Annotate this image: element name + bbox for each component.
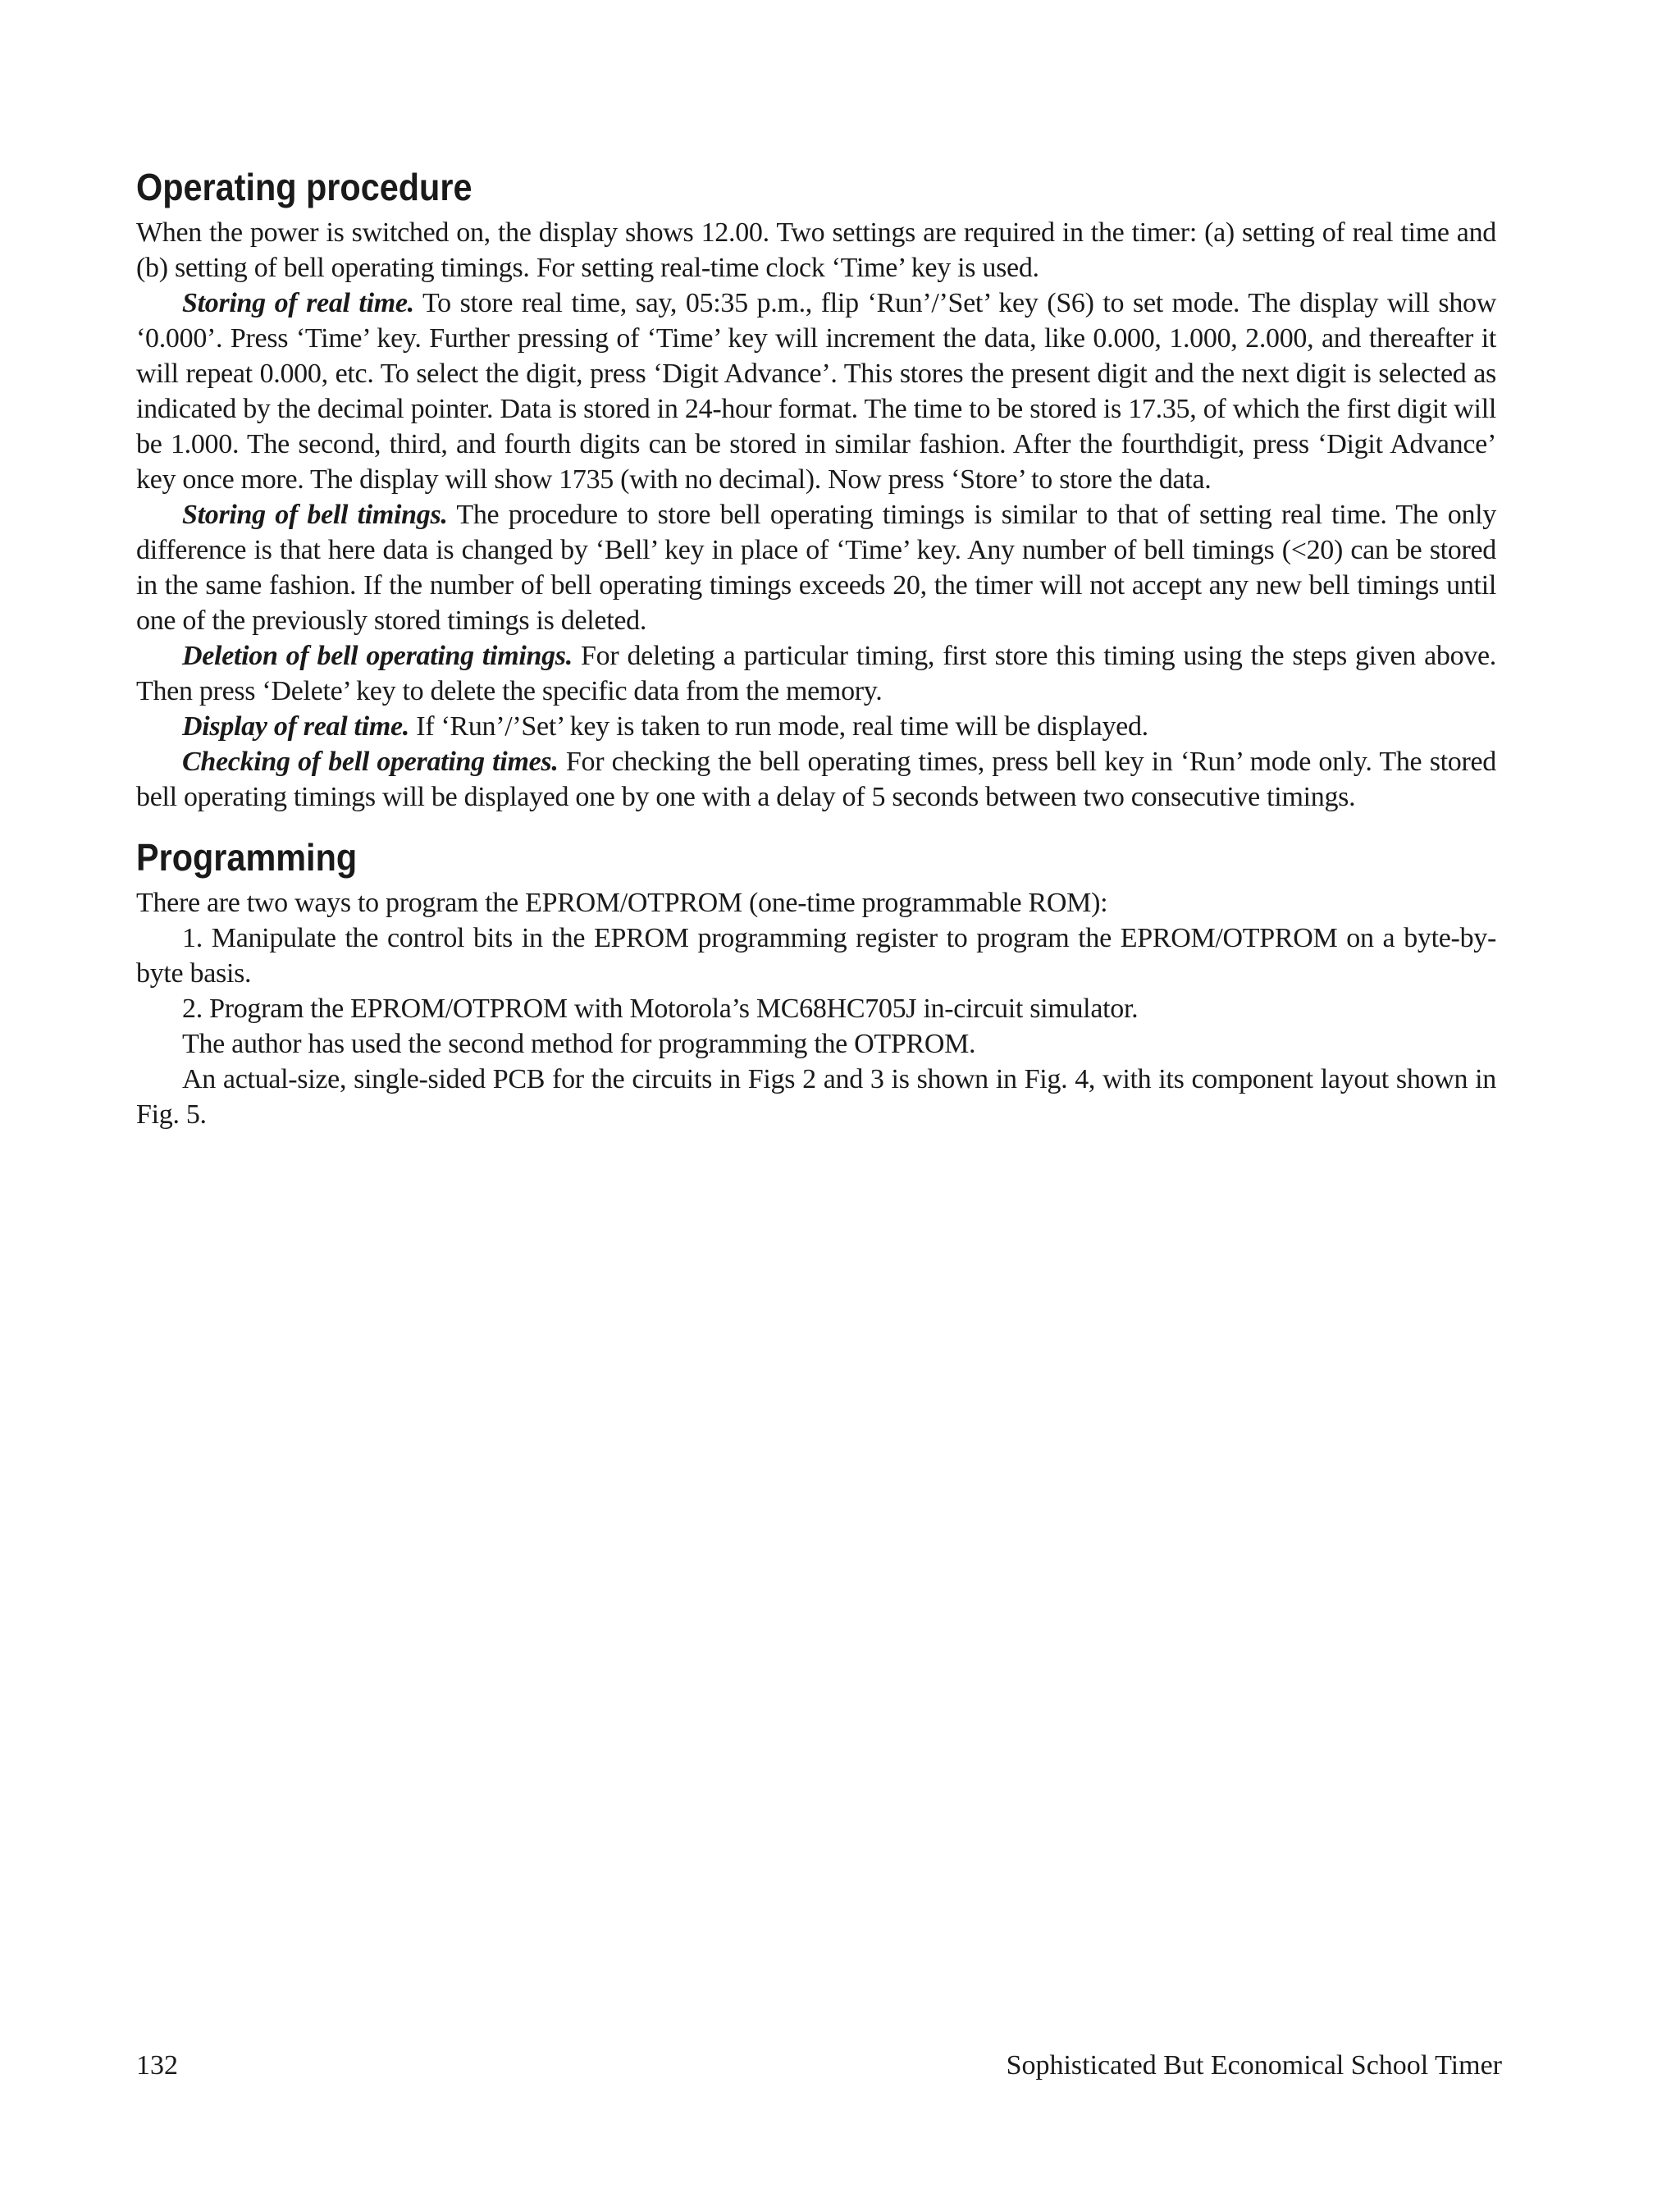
storing-bell-timings-text: The procedure to store bell operating timings is similar to that of setting real time. The only difference is that here data is changed by ‘Bell’ key in place of ‘Time’ key. Any number of bell timings (<20) can be stored in the same fashion. If the number of bell operating timings exceeds 20, the timer will not accept any new bell timings until one of the previously stored timings is deleted. <box>136 500 1496 636</box>
deletion-bell-timings-title: Deletion of bell operating timings. <box>182 641 573 671</box>
deletion-bell-timings-paragraph <box>136 638 1496 709</box>
operating-procedure-heading: Operating procedure <box>136 166 472 208</box>
storing-real-time-title: Storing of real time. <box>182 288 414 318</box>
programming-section <box>136 834 1496 1132</box>
display-real-time-paragraph <box>136 709 1496 744</box>
running-title: Sophisticated But Economical School Timer <box>1006 2050 1502 2081</box>
display-real-time-title: Display of real time. <box>182 711 409 742</box>
programming-heading: Programming <box>136 836 358 879</box>
checking-bell-times-paragraph <box>136 744 1496 815</box>
checking-bell-times-title: Checking of bell operating times. <box>182 747 559 777</box>
programming-note-paragraph: The author has used the second method for programming the OTPROM. <box>182 1029 976 1059</box>
storing-real-time-text: To store real time, say, 05:35 p.m., flip ‘Run’/’Set’ key (S6) to set mode. The display will show ‘0.000’. Press ‘Time’ key. Further pressing of ‘Time’ key will increment the data, like 0.000, 1.000, 2.000, and thereafter it will repeat 0.000, etc. To select the digit, press ‘Digit Advance’. This stores the present digit and the next digit is selected as indicated by the decimal pointer. Data is stored in 24-hour format. The time to be stored is 17.35, of which the first digit will be 1.000. The second, third, and fourth digits can be stored in similar fashion. After the fourthdigit, press ‘Digit Advance’ key once more. The display will show 1735 (with no decimal). Now press ‘Store’ to store the data. <box>136 288 1496 495</box>
storing-real-time-paragraph <box>136 286 1496 497</box>
pcb-paragraph: An actual-size, single-sided PCB for the circuits in Figs 2 and 3 is shown in Fig. 4, with its component layout shown in Fig. 5. <box>136 1064 1496 1130</box>
programming-intro-paragraph: There are two ways to program the EPROM/OTPROM (one-time programmable ROM): <box>136 888 1108 918</box>
storing-bell-timings-title: Storing of bell timings. <box>182 500 448 530</box>
page-body <box>136 164 1496 1132</box>
page-number: 132 <box>136 2050 178 2081</box>
storing-bell-timings-paragraph <box>136 497 1496 638</box>
deletion-bell-timings-text: For deleting a particular timing, first store this timing using the steps given above. Then press ‘Delete’ key to delete the specific data from the memory. <box>136 641 1496 706</box>
programming-method-2: 2. Program the EPROM/OTPROM with Motorola’s MC68HC705J in-circuit simulator. <box>182 994 1139 1024</box>
checking-bell-times-text: For checking the bell operating times, press bell key in ‘Run’ mode only. The stored bell operating timings will be displayed one by one with a delay of 5 seconds between two consecutive timings. <box>136 747 1496 812</box>
display-real-time-text: If ‘Run’/’Set’ key is taken to run mode, real time will be displayed. <box>409 711 1148 742</box>
operating-intro-paragraph: When the power is switched on, the display shows 12.00. Two settings are required in the timer: (a) setting of real time and (b) setting of bell operating timings. For setting real-time clock ‘Time’ key is used. <box>136 217 1496 283</box>
operating-procedure-section <box>136 164 1496 815</box>
programming-method-1: 1. Manipulate the control bits in the EPROM programming register to program the EPROM/OTPROM on a byte-by-byte basis. <box>136 923 1496 989</box>
